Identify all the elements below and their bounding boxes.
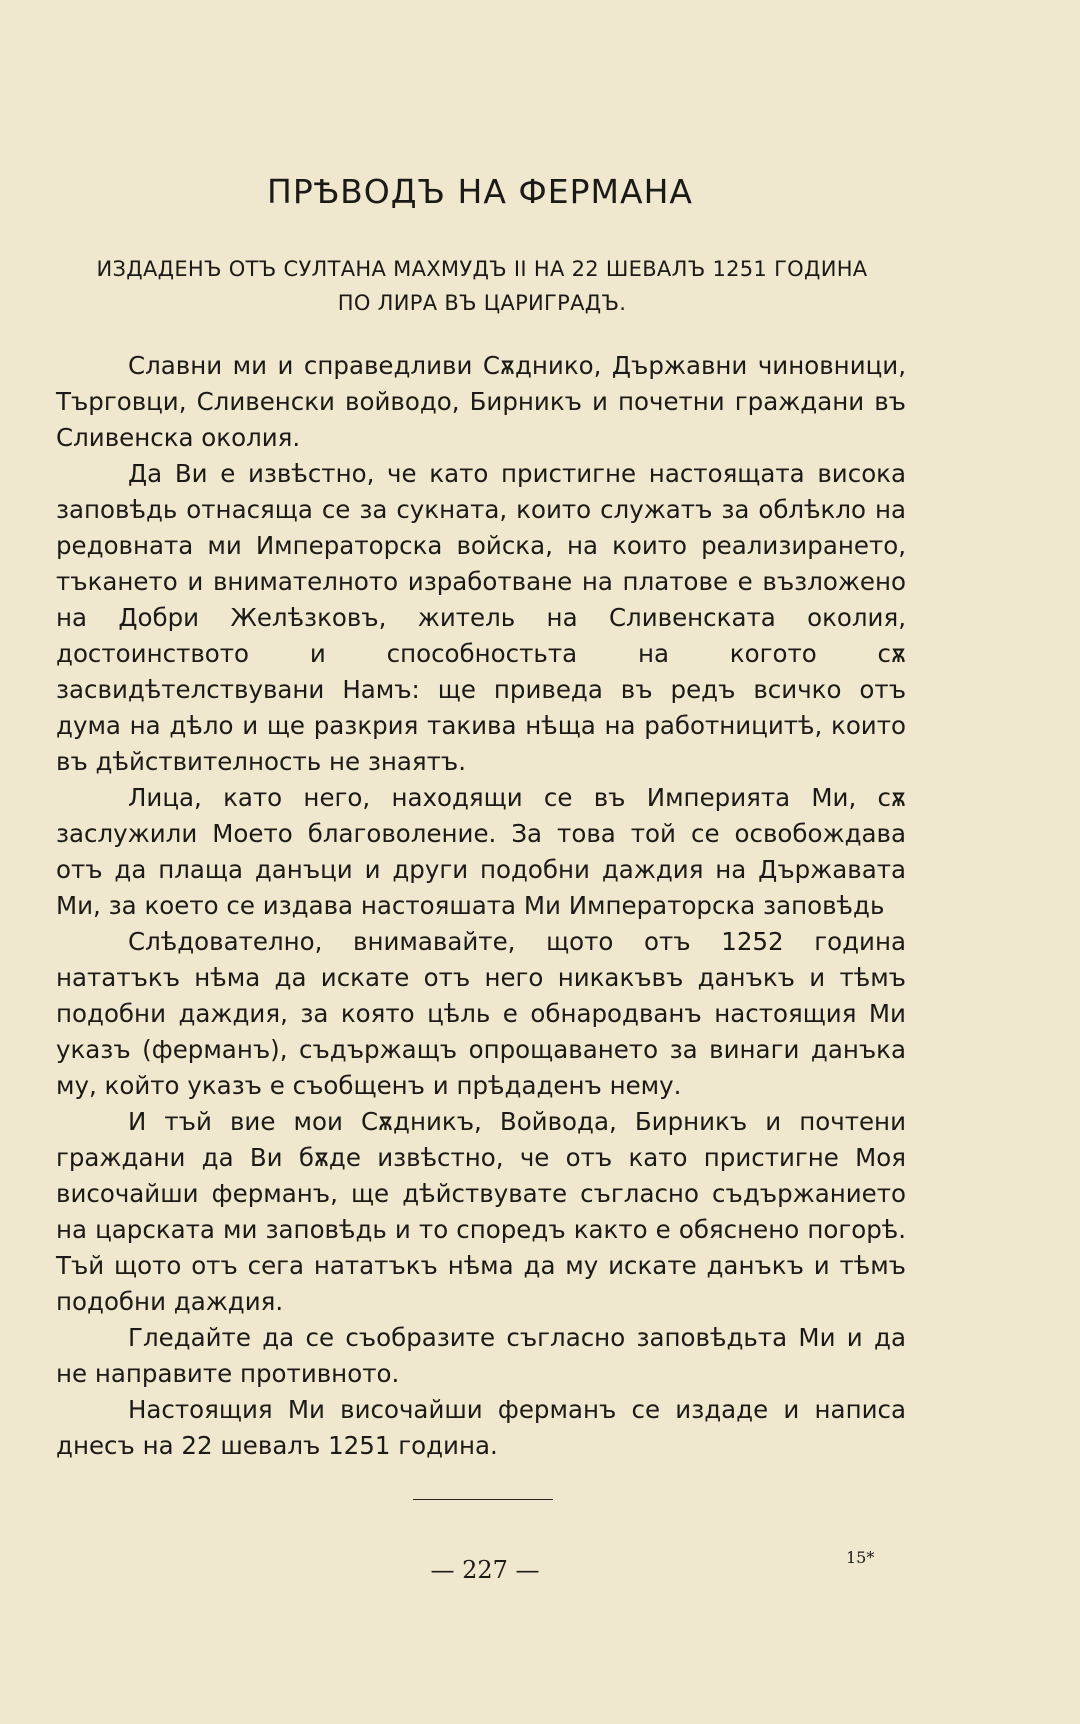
subtitle [62,252,902,320]
body-text [56,348,906,1464]
paragraph-5: И тъй вие мои Сѫдникъ, Войвода, Бирникъ и почтени граждани да Ви бѫде извѣстно, че отъ като пристигне Моя височайши ферманъ, ще дѣйствувате съгласно съдържанието на царската ми заповѣдь и то споредъ както е обяснено погорѣ. Тъй щото отъ сега нататъкъ нѣма да му искате данъкъ и тѣмъ подобни даждия. [56,1107,906,1316]
signature-mark: 15* [846,1548,875,1567]
paragraph-4: Слѣдователно, внимавайте, щото отъ 1252 година нататъкъ нѣма да искате отъ него никакъвъ данъкъ и тѣмъ подобни даждия, за която цѣль е обнародванъ настоящия Ми указъ (ферманъ), съдържащъ опрощаването за винаги данъка му, който указъ е съобщенъ и прѣдаденъ нему. [56,927,906,1100]
paragraph-3: Лица, като него, находящи се въ Империята Ми, сѫ заслужили Моето благоволение. За това той се освобождава отъ да плаща данъци и други подобни даждия на Държавата Ми, за което се издава настояшата Ми Императорска заповѣдь [56,783,906,920]
page-title: ПРѢВОДЪ НА ФЕРМАНА [267,172,693,211]
subtitle-line-1: ИЗДАДЕНЪ ОТЪ СУЛТАНА МАХМУДЪ II НА 22 ШЕВАЛЪ 1251 ГОДИНА [96,257,868,281]
end-divider [413,1499,553,1500]
subtitle-line-2: ПО ЛИРА ВЪ ЦАРИГРАДЪ. [337,291,627,315]
paragraph-1: Славни ми и справедливи Сѫднико, Държавни чиновници, Търговци, Сливенски войводо, Бирникъ и почетни граждани въ Сливенска околия. [56,351,906,452]
page-number: — 227 — [430,1556,540,1584]
paragraph-2: Да Ви е извѣстно, че като пристигне настоящата висока заповѣдь отнасяща се за сукната, които служатъ за облѣкло на редовната ми Императорска войска, на които реализирането, тъкането и внимателното изработване на платове е възложено на Добри Желѣзковъ, житель на Сливенската околия, достоинството и способностьта на когото сѫ засвидѣтелствувани Намъ: ще приведа въ редъ всичко отъ дума на дѣло и ще разкрия такива нѣща на работницитѣ, които въ дѣйствителность не знаятъ. [56,459,906,776]
paragraph-6: Гледайте да се съобразите съгласно заповѣдьта Ми и да не направите противното. [56,1323,906,1388]
paragraph-7: Настоящия Ми височайши ферманъ се издаде и написа днесъ на 22 шевалъ 1251 година. [56,1395,906,1460]
